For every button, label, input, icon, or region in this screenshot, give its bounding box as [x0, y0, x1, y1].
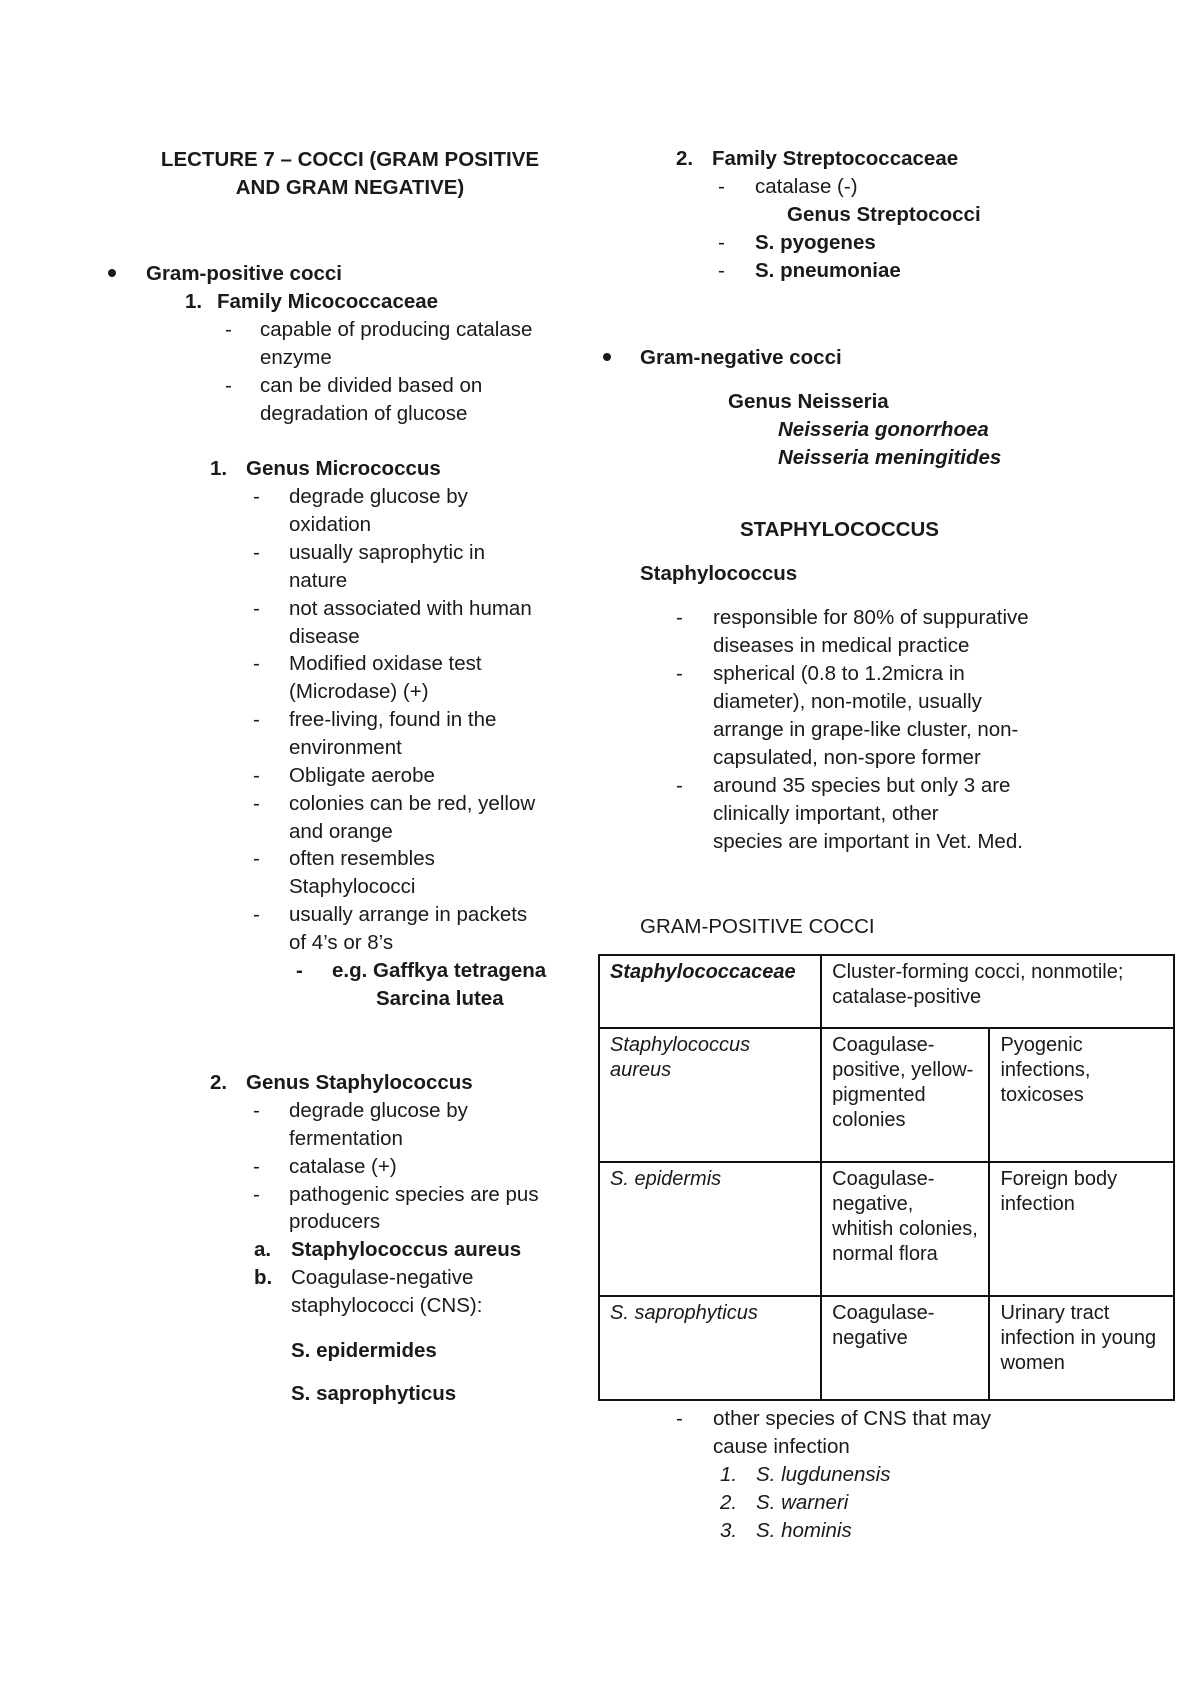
genus1-heading: Genus Micrococcus	[246, 457, 441, 480]
table-cell-feature: Coagulase-negative, whitish colonies, normal flora	[821, 1162, 989, 1296]
staph-item: around 35 species but only 3 are	[713, 774, 1011, 797]
page-title-line2: AND GRAM NEGATIVE)	[235, 176, 465, 199]
dash-marker: -	[296, 959, 303, 982]
genus1-number: 1.	[210, 457, 228, 480]
dash-marker: -	[253, 792, 260, 815]
cns-list-item: S. lugdunensis	[756, 1463, 891, 1486]
dash-marker: -	[253, 1155, 260, 1178]
staph-subheading: Staphylococcus	[640, 562, 798, 585]
sub-b-text: Coagulase-negative	[291, 1266, 474, 1289]
genus1-item: free-living, found in the	[289, 708, 497, 731]
table-cell-feature: Coagulase-negative	[821, 1296, 989, 1400]
dash-marker: -	[253, 1183, 260, 1206]
dash-marker: -	[253, 903, 260, 926]
dash-marker: -	[718, 259, 725, 282]
table-cell-disease: Urinary tract infection in young women	[989, 1296, 1174, 1400]
family2-number: 2.	[676, 147, 694, 170]
dash-marker: -	[676, 606, 683, 629]
genus1-item: (Microdase) (+)	[289, 680, 429, 703]
genus-neisseria: Genus Neisseria	[728, 390, 889, 413]
dash-marker: -	[676, 662, 683, 685]
dash-marker: -	[253, 541, 260, 564]
gram-negative-heading: Gram-negative cocci	[640, 346, 842, 369]
table-cell-species: Staphylococcus aureus	[599, 1028, 821, 1162]
neisseria-species: Neisseria meningitides	[778, 446, 1002, 469]
cns-list-number: 2.	[720, 1491, 738, 1514]
staph-item: spherical (0.8 to 1.2micra in	[713, 662, 965, 685]
genus1-item: often resembles	[289, 847, 435, 870]
genus1-item: usually arrange in packets	[289, 903, 528, 926]
gram-positive-heading: Gram-positive cocci	[146, 262, 342, 285]
genus2-item: pathogenic species are pus	[289, 1183, 539, 1206]
genus1-item: disease	[289, 625, 360, 648]
sub-a-text: Staphylococcus aureus	[291, 1238, 522, 1261]
table-row	[599, 1162, 1174, 1296]
staph-item: responsible for 80% of suppurative	[713, 606, 1029, 629]
example-line2: Sarcina lutea	[376, 987, 504, 1010]
table-caption: GRAM-POSITIVE COCCI	[640, 915, 875, 938]
family1-item: can be divided based on	[260, 374, 483, 397]
cns-species: S. epidermides	[291, 1339, 437, 1362]
cns-note: other species of CNS that may	[713, 1407, 992, 1430]
table-cell-disease: Pyogenic infections, toxicoses	[989, 1028, 1174, 1162]
genus2-number: 2.	[210, 1071, 228, 1094]
genus1-item: Staphylococci	[289, 875, 416, 898]
genus1-item: usually saprophytic in	[289, 541, 485, 564]
staph-item: arrange in grape-like cluster, non-	[713, 718, 1019, 741]
bullet-icon	[603, 353, 611, 361]
cns-species: S. saprophyticus	[291, 1382, 457, 1405]
genus2-item: degrade glucose by	[289, 1099, 468, 1122]
staph-item: clinically important, other	[713, 802, 939, 825]
table-cell-family: Staphylococcaceae	[599, 955, 821, 1028]
dash-marker: -	[676, 774, 683, 797]
staph-item: diseases in medical practice	[713, 634, 970, 657]
dash-marker: -	[718, 175, 725, 198]
table-cell-description: Cluster-forming cocci, nonmotile; catalase-positive	[821, 955, 1174, 1028]
family1-item: degradation of glucose	[260, 402, 468, 425]
strep-species: S. pyogenes	[755, 231, 876, 254]
genus1-item: oxidation	[289, 513, 372, 536]
family1-heading: Family Micococcaceae	[217, 290, 439, 313]
genus1-item: colonies can be red, yellow	[289, 792, 536, 815]
family2-item: catalase (-)	[755, 175, 858, 198]
genus1-item: of 4’s or 8’s	[289, 931, 394, 954]
staph-item: capsulated, non-spore former	[713, 746, 981, 769]
dash-marker: -	[225, 318, 232, 341]
example-line1: e.g. Gaffkya tetragena	[332, 959, 547, 982]
sub-b-text: staphylococci (CNS):	[291, 1294, 483, 1317]
genus2-item: fermentation	[289, 1127, 403, 1150]
genus-streptococci: Genus Streptococci	[787, 203, 981, 226]
sub-b-label: b.	[254, 1266, 273, 1289]
strep-species: S. pneumoniae	[755, 259, 901, 282]
dash-marker: -	[253, 485, 260, 508]
family2-heading: Family Streptococcaceae	[712, 147, 959, 170]
genus1-item: environment	[289, 736, 402, 759]
dash-marker: -	[718, 231, 725, 254]
sub-a-label: a.	[254, 1238, 272, 1261]
dash-marker: -	[253, 847, 260, 870]
table-cell-species: S. saprophyticus	[599, 1296, 821, 1400]
table-cell-disease: Foreign body infection	[989, 1162, 1174, 1296]
neisseria-species: Neisseria gonorrhoea	[778, 418, 989, 441]
family1-number: 1.	[185, 290, 203, 313]
table-cell-feature: Coagulase-positive, yellow-pigmented colonies	[821, 1028, 989, 1162]
staph-heading: STAPHYLOCOCCUS	[740, 518, 939, 541]
genus1-item: and orange	[289, 820, 393, 843]
table-row	[599, 955, 1174, 1028]
staph-item: diameter), non-motile, usually	[713, 690, 982, 713]
genus1-item: Obligate aerobe	[289, 764, 435, 787]
cns-list-number: 1.	[720, 1463, 738, 1486]
genus1-item: Modified oxidase test	[289, 652, 482, 675]
genus1-item: degrade glucose by	[289, 485, 468, 508]
bullet-icon	[108, 269, 116, 277]
genus2-heading: Genus Staphylococcus	[246, 1071, 473, 1094]
genus1-item: nature	[289, 569, 348, 592]
cns-list-item: S. hominis	[756, 1519, 852, 1542]
dash-marker: -	[253, 708, 260, 731]
genus1-item: not associated with human	[289, 597, 532, 620]
cns-list-item: S. warneri	[756, 1491, 849, 1514]
family1-item: enzyme	[260, 346, 332, 369]
dash-marker: -	[225, 374, 232, 397]
dash-marker: -	[253, 764, 260, 787]
gram-positive-cocci-table	[598, 954, 1175, 1401]
staph-item: species are important in Vet. Med.	[713, 830, 1023, 853]
genus2-item: catalase (+)	[289, 1155, 397, 1178]
family1-item: capable of producing catalase	[260, 318, 533, 341]
dash-marker: -	[253, 1099, 260, 1122]
table-cell-species: S. epidermis	[599, 1162, 821, 1296]
cns-list-number: 3.	[720, 1519, 738, 1542]
table-row	[599, 1028, 1174, 1162]
cns-note: cause infection	[713, 1435, 850, 1458]
dash-marker: -	[253, 597, 260, 620]
dash-marker: -	[253, 652, 260, 675]
page-title-line1: LECTURE 7 – COCCI (GRAM POSITIVE	[160, 148, 540, 171]
dash-marker: -	[676, 1407, 683, 1430]
table-row	[599, 1296, 1174, 1400]
genus2-item: producers	[289, 1210, 381, 1233]
